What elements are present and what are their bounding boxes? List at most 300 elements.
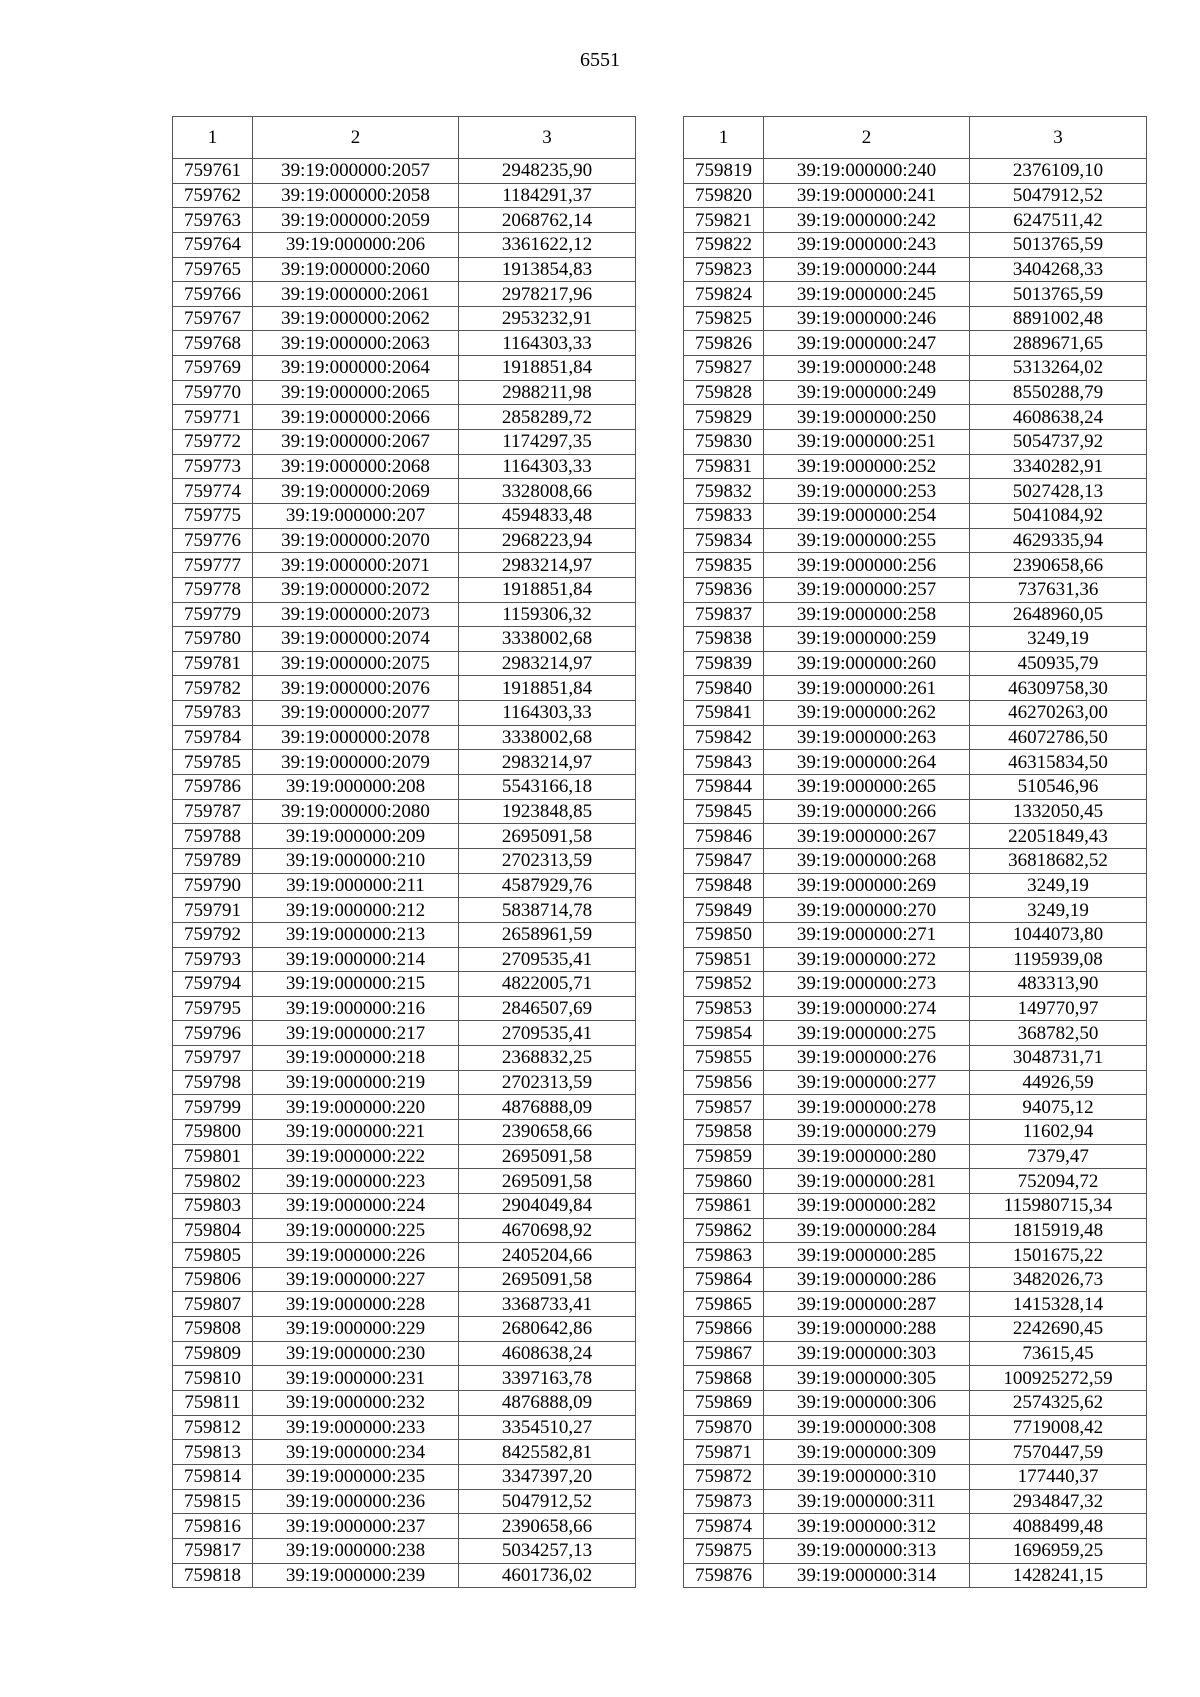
value-cell: 46270263,00 <box>970 701 1147 726</box>
cadastral-number-cell: 39:19:000000:230 <box>253 1341 459 1366</box>
row-number-cell: 759797 <box>173 1046 253 1071</box>
value-cell: 100925272,59 <box>970 1366 1147 1391</box>
value-cell: 3361622,12 <box>459 232 636 257</box>
table-row <box>173 1144 636 1169</box>
table-row <box>684 183 1147 208</box>
cadastral-number-cell: 39:19:000000:270 <box>764 898 970 923</box>
value-cell: 3347397,20 <box>459 1464 636 1489</box>
cadastral-number-cell: 39:19:000000:221 <box>253 1119 459 1144</box>
table-row <box>173 1391 636 1416</box>
table-row <box>173 1538 636 1563</box>
table-row <box>173 1095 636 1120</box>
table-row <box>684 454 1147 479</box>
table-row <box>173 848 636 873</box>
row-number-cell: 759776 <box>173 528 253 553</box>
table-row <box>173 898 636 923</box>
cadastral-number-cell: 39:19:000000:2068 <box>253 454 459 479</box>
right-table <box>683 116 1147 1588</box>
cadastral-number-cell: 39:19:000000:272 <box>764 947 970 972</box>
cadastral-number-cell: 39:19:000000:245 <box>764 282 970 307</box>
row-number-cell: 759812 <box>173 1415 253 1440</box>
cadastral-number-cell: 39:19:000000:279 <box>764 1119 970 1144</box>
value-cell: 1415328,14 <box>970 1292 1147 1317</box>
cadastral-number-cell: 39:19:000000:2074 <box>253 627 459 652</box>
table-row <box>173 676 636 701</box>
value-cell: 2574325,62 <box>970 1391 1147 1416</box>
table-row <box>173 1366 636 1391</box>
cadastral-number-cell: 39:19:000000:263 <box>764 725 970 750</box>
table-row <box>684 972 1147 997</box>
value-cell: 2368832,25 <box>459 1046 636 1071</box>
row-number-cell: 759834 <box>684 528 764 553</box>
row-number-cell: 759787 <box>173 799 253 824</box>
cadastral-number-cell: 39:19:000000:286 <box>764 1267 970 1292</box>
value-cell: 4670698,92 <box>459 1218 636 1243</box>
row-number-cell: 759852 <box>684 972 764 997</box>
value-cell: 1815919,48 <box>970 1218 1147 1243</box>
value-cell: 3328008,66 <box>459 479 636 504</box>
value-cell: 8550288,79 <box>970 380 1147 405</box>
table-row <box>173 1070 636 1095</box>
row-number-cell: 759868 <box>684 1366 764 1391</box>
row-number-cell: 759767 <box>173 306 253 331</box>
row-number-cell: 759874 <box>684 1514 764 1539</box>
row-number-cell: 759836 <box>684 577 764 602</box>
table-row <box>684 1046 1147 1071</box>
value-cell: 1164303,33 <box>459 454 636 479</box>
value-cell: 2695091,58 <box>459 1267 636 1292</box>
row-number-cell: 759798 <box>173 1070 253 1095</box>
value-cell: 46072786,50 <box>970 725 1147 750</box>
table-row <box>684 627 1147 652</box>
cadastral-number-cell: 39:19:000000:252 <box>764 454 970 479</box>
table-row <box>173 1169 636 1194</box>
row-number-cell: 759774 <box>173 479 253 504</box>
value-cell: 5034257,13 <box>459 1538 636 1563</box>
row-number-cell: 759799 <box>173 1095 253 1120</box>
value-cell: 1184291,37 <box>459 183 636 208</box>
row-number-cell: 759781 <box>173 651 253 676</box>
row-number-cell: 759792 <box>173 922 253 947</box>
cadastral-number-cell: 39:19:000000:233 <box>253 1415 459 1440</box>
value-cell: 46309758,30 <box>970 676 1147 701</box>
cadastral-number-cell: 39:19:000000:2076 <box>253 676 459 701</box>
cadastral-number-cell: 39:19:000000:2078 <box>253 725 459 750</box>
value-cell: 2648960,05 <box>970 602 1147 627</box>
value-cell: 2968223,94 <box>459 528 636 553</box>
table-row <box>173 1317 636 1342</box>
row-number-cell: 759833 <box>684 503 764 528</box>
row-number-cell: 759823 <box>684 257 764 282</box>
cadastral-number-cell: 39:19:000000:277 <box>764 1070 970 1095</box>
cadastral-number-cell: 39:19:000000:269 <box>764 873 970 898</box>
table-row <box>684 848 1147 873</box>
cadastral-number-cell: 39:19:000000:2066 <box>253 405 459 430</box>
table-row <box>173 1292 636 1317</box>
value-cell: 22051849,43 <box>970 824 1147 849</box>
table-row <box>684 1070 1147 1095</box>
row-number-cell: 759789 <box>173 848 253 873</box>
value-cell: 177440,37 <box>970 1464 1147 1489</box>
cadastral-number-cell: 39:19:000000:259 <box>764 627 970 652</box>
value-cell: 2988211,98 <box>459 380 636 405</box>
cadastral-number-cell: 39:19:000000:212 <box>253 898 459 923</box>
row-number-cell: 759871 <box>684 1440 764 1465</box>
table-row <box>173 479 636 504</box>
row-number-cell: 759855 <box>684 1046 764 1071</box>
table-row <box>684 1514 1147 1539</box>
cadastral-number-cell: 39:19:000000:273 <box>764 972 970 997</box>
cadastral-number-cell: 39:19:000000:2080 <box>253 799 459 824</box>
value-cell: 2242690,45 <box>970 1317 1147 1342</box>
column-header-3: 3 <box>459 117 636 159</box>
value-cell: 2953232,91 <box>459 306 636 331</box>
cadastral-number-cell: 39:19:000000:219 <box>253 1070 459 1095</box>
cadastral-number-cell: 39:19:000000:232 <box>253 1391 459 1416</box>
row-number-cell: 759782 <box>173 676 253 701</box>
value-cell: 1918851,84 <box>459 356 636 381</box>
row-number-cell: 759854 <box>684 1021 764 1046</box>
cadastral-number-cell: 39:19:000000:264 <box>764 750 970 775</box>
table-row <box>684 380 1147 405</box>
table-row <box>173 282 636 307</box>
table-row <box>173 1243 636 1268</box>
value-cell: 737631,36 <box>970 577 1147 602</box>
row-number-cell: 759848 <box>684 873 764 898</box>
value-cell: 3404268,33 <box>970 257 1147 282</box>
cadastral-number-cell: 39:19:000000:276 <box>764 1046 970 1071</box>
row-number-cell: 759824 <box>684 282 764 307</box>
table-row <box>173 725 636 750</box>
value-cell: 11602,94 <box>970 1119 1147 1144</box>
table-row <box>173 232 636 257</box>
cadastral-number-cell: 39:19:000000:214 <box>253 947 459 972</box>
cadastral-number-cell: 39:19:000000:309 <box>764 1440 970 1465</box>
row-number-cell: 759790 <box>173 873 253 898</box>
table-row <box>173 947 636 972</box>
row-number-cell: 759778 <box>173 577 253 602</box>
row-number-cell: 759770 <box>173 380 253 405</box>
cadastral-number-cell: 39:19:000000:2072 <box>253 577 459 602</box>
table-row <box>173 651 636 676</box>
row-number-cell: 759764 <box>173 232 253 257</box>
value-cell: 2904049,84 <box>459 1193 636 1218</box>
table-row <box>684 1169 1147 1194</box>
cadastral-number-cell: 39:19:000000:235 <box>253 1464 459 1489</box>
row-number-cell: 759851 <box>684 947 764 972</box>
row-number-cell: 759804 <box>173 1218 253 1243</box>
table-row <box>684 1563 1147 1588</box>
value-cell: 115980715,34 <box>970 1193 1147 1218</box>
value-cell: 2983214,97 <box>459 750 636 775</box>
table-row <box>684 651 1147 676</box>
table-row <box>684 1144 1147 1169</box>
value-cell: 3338002,68 <box>459 627 636 652</box>
table-row <box>173 1563 636 1588</box>
row-number-cell: 759858 <box>684 1119 764 1144</box>
value-cell: 483313,90 <box>970 972 1147 997</box>
value-cell: 4587929,76 <box>459 873 636 898</box>
table-row <box>684 676 1147 701</box>
value-cell: 5013765,59 <box>970 232 1147 257</box>
cadastral-number-cell: 39:19:000000:2057 <box>253 159 459 184</box>
value-cell: 510546,96 <box>970 775 1147 800</box>
cadastral-number-cell: 39:19:000000:2058 <box>253 183 459 208</box>
row-number-cell: 759765 <box>173 257 253 282</box>
table-row <box>684 725 1147 750</box>
cadastral-number-cell: 39:19:000000:2060 <box>253 257 459 282</box>
row-number-cell: 759842 <box>684 725 764 750</box>
row-number-cell: 759801 <box>173 1144 253 1169</box>
row-number-cell: 759849 <box>684 898 764 923</box>
column-header-2: 2 <box>253 117 459 159</box>
value-cell: 1913854,83 <box>459 257 636 282</box>
value-cell: 4822005,71 <box>459 972 636 997</box>
cadastral-number-cell: 39:19:000000:244 <box>764 257 970 282</box>
value-cell: 5543166,18 <box>459 775 636 800</box>
left-table-body <box>173 159 636 1588</box>
table-row <box>173 627 636 652</box>
table-row <box>173 577 636 602</box>
value-cell: 2948235,90 <box>459 159 636 184</box>
table-row <box>173 1193 636 1218</box>
value-cell: 3249,19 <box>970 898 1147 923</box>
table-row <box>684 1317 1147 1342</box>
table-row <box>173 972 636 997</box>
row-number-cell: 759802 <box>173 1169 253 1194</box>
table-row <box>684 996 1147 1021</box>
row-number-cell: 759830 <box>684 430 764 455</box>
table-row <box>173 1489 636 1514</box>
table-row <box>684 232 1147 257</box>
row-number-cell: 759793 <box>173 947 253 972</box>
cadastral-number-cell: 39:19:000000:223 <box>253 1169 459 1194</box>
cadastral-number-cell: 39:19:000000:2073 <box>253 602 459 627</box>
table-row <box>684 1538 1147 1563</box>
cadastral-number-cell: 39:19:000000:308 <box>764 1415 970 1440</box>
row-number-cell: 759784 <box>173 725 253 750</box>
row-number-cell: 759761 <box>173 159 253 184</box>
cadastral-number-cell: 39:19:000000:313 <box>764 1538 970 1563</box>
table-row <box>684 1366 1147 1391</box>
row-number-cell: 759839 <box>684 651 764 676</box>
cadastral-number-cell: 39:19:000000:261 <box>764 676 970 701</box>
value-cell: 3482026,73 <box>970 1267 1147 1292</box>
cadastral-number-cell: 39:19:000000:282 <box>764 1193 970 1218</box>
value-cell: 4608638,24 <box>970 405 1147 430</box>
table-row <box>684 208 1147 233</box>
table-row <box>173 1021 636 1046</box>
value-cell: 1174297,35 <box>459 430 636 455</box>
cadastral-number-cell: 39:19:000000:206 <box>253 232 459 257</box>
value-cell: 2846507,69 <box>459 996 636 1021</box>
cadastral-number-cell: 39:19:000000:224 <box>253 1193 459 1218</box>
row-number-cell: 759796 <box>173 1021 253 1046</box>
value-cell: 1332050,45 <box>970 799 1147 824</box>
value-cell: 1501675,22 <box>970 1243 1147 1268</box>
table-row <box>173 799 636 824</box>
table-row <box>684 1489 1147 1514</box>
value-cell: 94075,12 <box>970 1095 1147 1120</box>
cadastral-number-cell: 39:19:000000:281 <box>764 1169 970 1194</box>
row-number-cell: 759808 <box>173 1317 253 1342</box>
row-number-cell: 759771 <box>173 405 253 430</box>
table-row <box>684 922 1147 947</box>
row-number-cell: 759872 <box>684 1464 764 1489</box>
row-number-cell: 759773 <box>173 454 253 479</box>
cadastral-number-cell: 39:19:000000:240 <box>764 159 970 184</box>
cadastral-number-cell: 39:19:000000:216 <box>253 996 459 1021</box>
table-row <box>684 577 1147 602</box>
row-number-cell: 759769 <box>173 356 253 381</box>
cadastral-number-cell: 39:19:000000:237 <box>253 1514 459 1539</box>
row-number-cell: 759807 <box>173 1292 253 1317</box>
table-row <box>173 306 636 331</box>
value-cell: 4601736,02 <box>459 1563 636 1588</box>
cadastral-number-cell: 39:19:000000:284 <box>764 1218 970 1243</box>
row-number-cell: 759866 <box>684 1317 764 1342</box>
value-cell: 1159306,32 <box>459 602 636 627</box>
value-cell: 2978217,96 <box>459 282 636 307</box>
cadastral-number-cell: 39:19:000000:251 <box>764 430 970 455</box>
value-cell: 4594833,48 <box>459 503 636 528</box>
row-number-cell: 759794 <box>173 972 253 997</box>
row-number-cell: 759857 <box>684 1095 764 1120</box>
row-number-cell: 759775 <box>173 503 253 528</box>
table-row <box>684 947 1147 972</box>
row-number-cell: 759785 <box>173 750 253 775</box>
value-cell: 4088499,48 <box>970 1514 1147 1539</box>
row-number-cell: 759788 <box>173 824 253 849</box>
cadastral-number-cell: 39:19:000000:2069 <box>253 479 459 504</box>
cadastral-number-cell: 39:19:000000:247 <box>764 331 970 356</box>
table-row <box>684 1341 1147 1366</box>
row-number-cell: 759835 <box>684 553 764 578</box>
row-number-cell: 759791 <box>173 898 253 923</box>
table-row <box>684 405 1147 430</box>
cadastral-number-cell: 39:19:000000:265 <box>764 775 970 800</box>
value-cell: 2390658,66 <box>459 1514 636 1539</box>
cadastral-number-cell: 39:19:000000:275 <box>764 1021 970 1046</box>
cadastral-number-cell: 39:19:000000:2079 <box>253 750 459 775</box>
cadastral-number-cell: 39:19:000000:218 <box>253 1046 459 1071</box>
row-number-cell: 759832 <box>684 479 764 504</box>
row-number-cell: 759809 <box>173 1341 253 1366</box>
value-cell: 8425582,81 <box>459 1440 636 1465</box>
value-cell: 149770,97 <box>970 996 1147 1021</box>
table-row <box>173 750 636 775</box>
cadastral-number-cell: 39:19:000000:229 <box>253 1317 459 1342</box>
header-row <box>684 117 1147 159</box>
row-number-cell: 759768 <box>173 331 253 356</box>
cadastral-number-cell: 39:19:000000:311 <box>764 1489 970 1514</box>
value-cell: 36818682,52 <box>970 848 1147 873</box>
row-number-cell: 759810 <box>173 1366 253 1391</box>
table-row <box>684 430 1147 455</box>
cadastral-number-cell: 39:19:000000:222 <box>253 1144 459 1169</box>
table-row <box>684 799 1147 824</box>
row-number-cell: 759820 <box>684 183 764 208</box>
row-number-cell: 759847 <box>684 848 764 873</box>
row-number-cell: 759815 <box>173 1489 253 1514</box>
cadastral-number-cell: 39:19:000000:2063 <box>253 331 459 356</box>
table-row <box>684 1415 1147 1440</box>
value-cell: 2376109,10 <box>970 159 1147 184</box>
table-row <box>684 1440 1147 1465</box>
cadastral-number-cell: 39:19:000000:236 <box>253 1489 459 1514</box>
row-number-cell: 759845 <box>684 799 764 824</box>
cadastral-number-cell: 39:19:000000:243 <box>764 232 970 257</box>
value-cell: 2702313,59 <box>459 848 636 873</box>
table-row <box>684 159 1147 184</box>
row-number-cell: 759828 <box>684 380 764 405</box>
value-cell: 2709535,41 <box>459 1021 636 1046</box>
row-number-cell: 759860 <box>684 1169 764 1194</box>
column-header-1: 1 <box>684 117 764 159</box>
cadastral-number-cell: 39:19:000000:257 <box>764 577 970 602</box>
cadastral-number-cell: 39:19:000000:2065 <box>253 380 459 405</box>
row-number-cell: 759825 <box>684 306 764 331</box>
row-number-cell: 759766 <box>173 282 253 307</box>
row-number-cell: 759806 <box>173 1267 253 1292</box>
value-cell: 3249,19 <box>970 873 1147 898</box>
value-cell: 2068762,14 <box>459 208 636 233</box>
row-number-cell: 759772 <box>173 430 253 455</box>
left-table <box>172 116 636 1588</box>
value-cell: 450935,79 <box>970 651 1147 676</box>
cadastral-number-cell: 39:19:000000:285 <box>764 1243 970 1268</box>
table-row <box>173 405 636 430</box>
table-row <box>684 1218 1147 1243</box>
table-row <box>684 1292 1147 1317</box>
table-row <box>173 1267 636 1292</box>
cadastral-number-cell: 39:19:000000:239 <box>253 1563 459 1588</box>
cadastral-number-cell: 39:19:000000:312 <box>764 1514 970 1539</box>
cadastral-number-cell: 39:19:000000:241 <box>764 183 970 208</box>
row-number-cell: 759853 <box>684 996 764 1021</box>
cadastral-number-cell: 39:19:000000:250 <box>764 405 970 430</box>
row-number-cell: 759783 <box>173 701 253 726</box>
value-cell: 1696959,25 <box>970 1538 1147 1563</box>
value-cell: 3340282,91 <box>970 454 1147 479</box>
table-row <box>684 503 1147 528</box>
row-number-cell: 759813 <box>173 1440 253 1465</box>
table-row <box>684 553 1147 578</box>
cadastral-number-cell: 39:19:000000:2075 <box>253 651 459 676</box>
row-number-cell: 759805 <box>173 1243 253 1268</box>
cadastral-number-cell: 39:19:000000:256 <box>764 553 970 578</box>
row-number-cell: 759875 <box>684 1538 764 1563</box>
value-cell: 5054737,92 <box>970 430 1147 455</box>
cadastral-number-cell: 39:19:000000:227 <box>253 1267 459 1292</box>
row-number-cell: 759850 <box>684 922 764 947</box>
table-row <box>173 701 636 726</box>
value-cell: 3354510,27 <box>459 1415 636 1440</box>
row-number-cell: 759864 <box>684 1267 764 1292</box>
row-number-cell: 759844 <box>684 775 764 800</box>
value-cell: 73615,45 <box>970 1341 1147 1366</box>
cadastral-number-cell: 39:19:000000:234 <box>253 1440 459 1465</box>
value-cell: 3397163,78 <box>459 1366 636 1391</box>
row-number-cell: 759803 <box>173 1193 253 1218</box>
row-number-cell: 759841 <box>684 701 764 726</box>
value-cell: 2680642,86 <box>459 1317 636 1342</box>
row-number-cell: 759846 <box>684 824 764 849</box>
cadastral-number-cell: 39:19:000000:262 <box>764 701 970 726</box>
table-row <box>684 898 1147 923</box>
row-number-cell: 759762 <box>173 183 253 208</box>
value-cell: 2695091,58 <box>459 1169 636 1194</box>
